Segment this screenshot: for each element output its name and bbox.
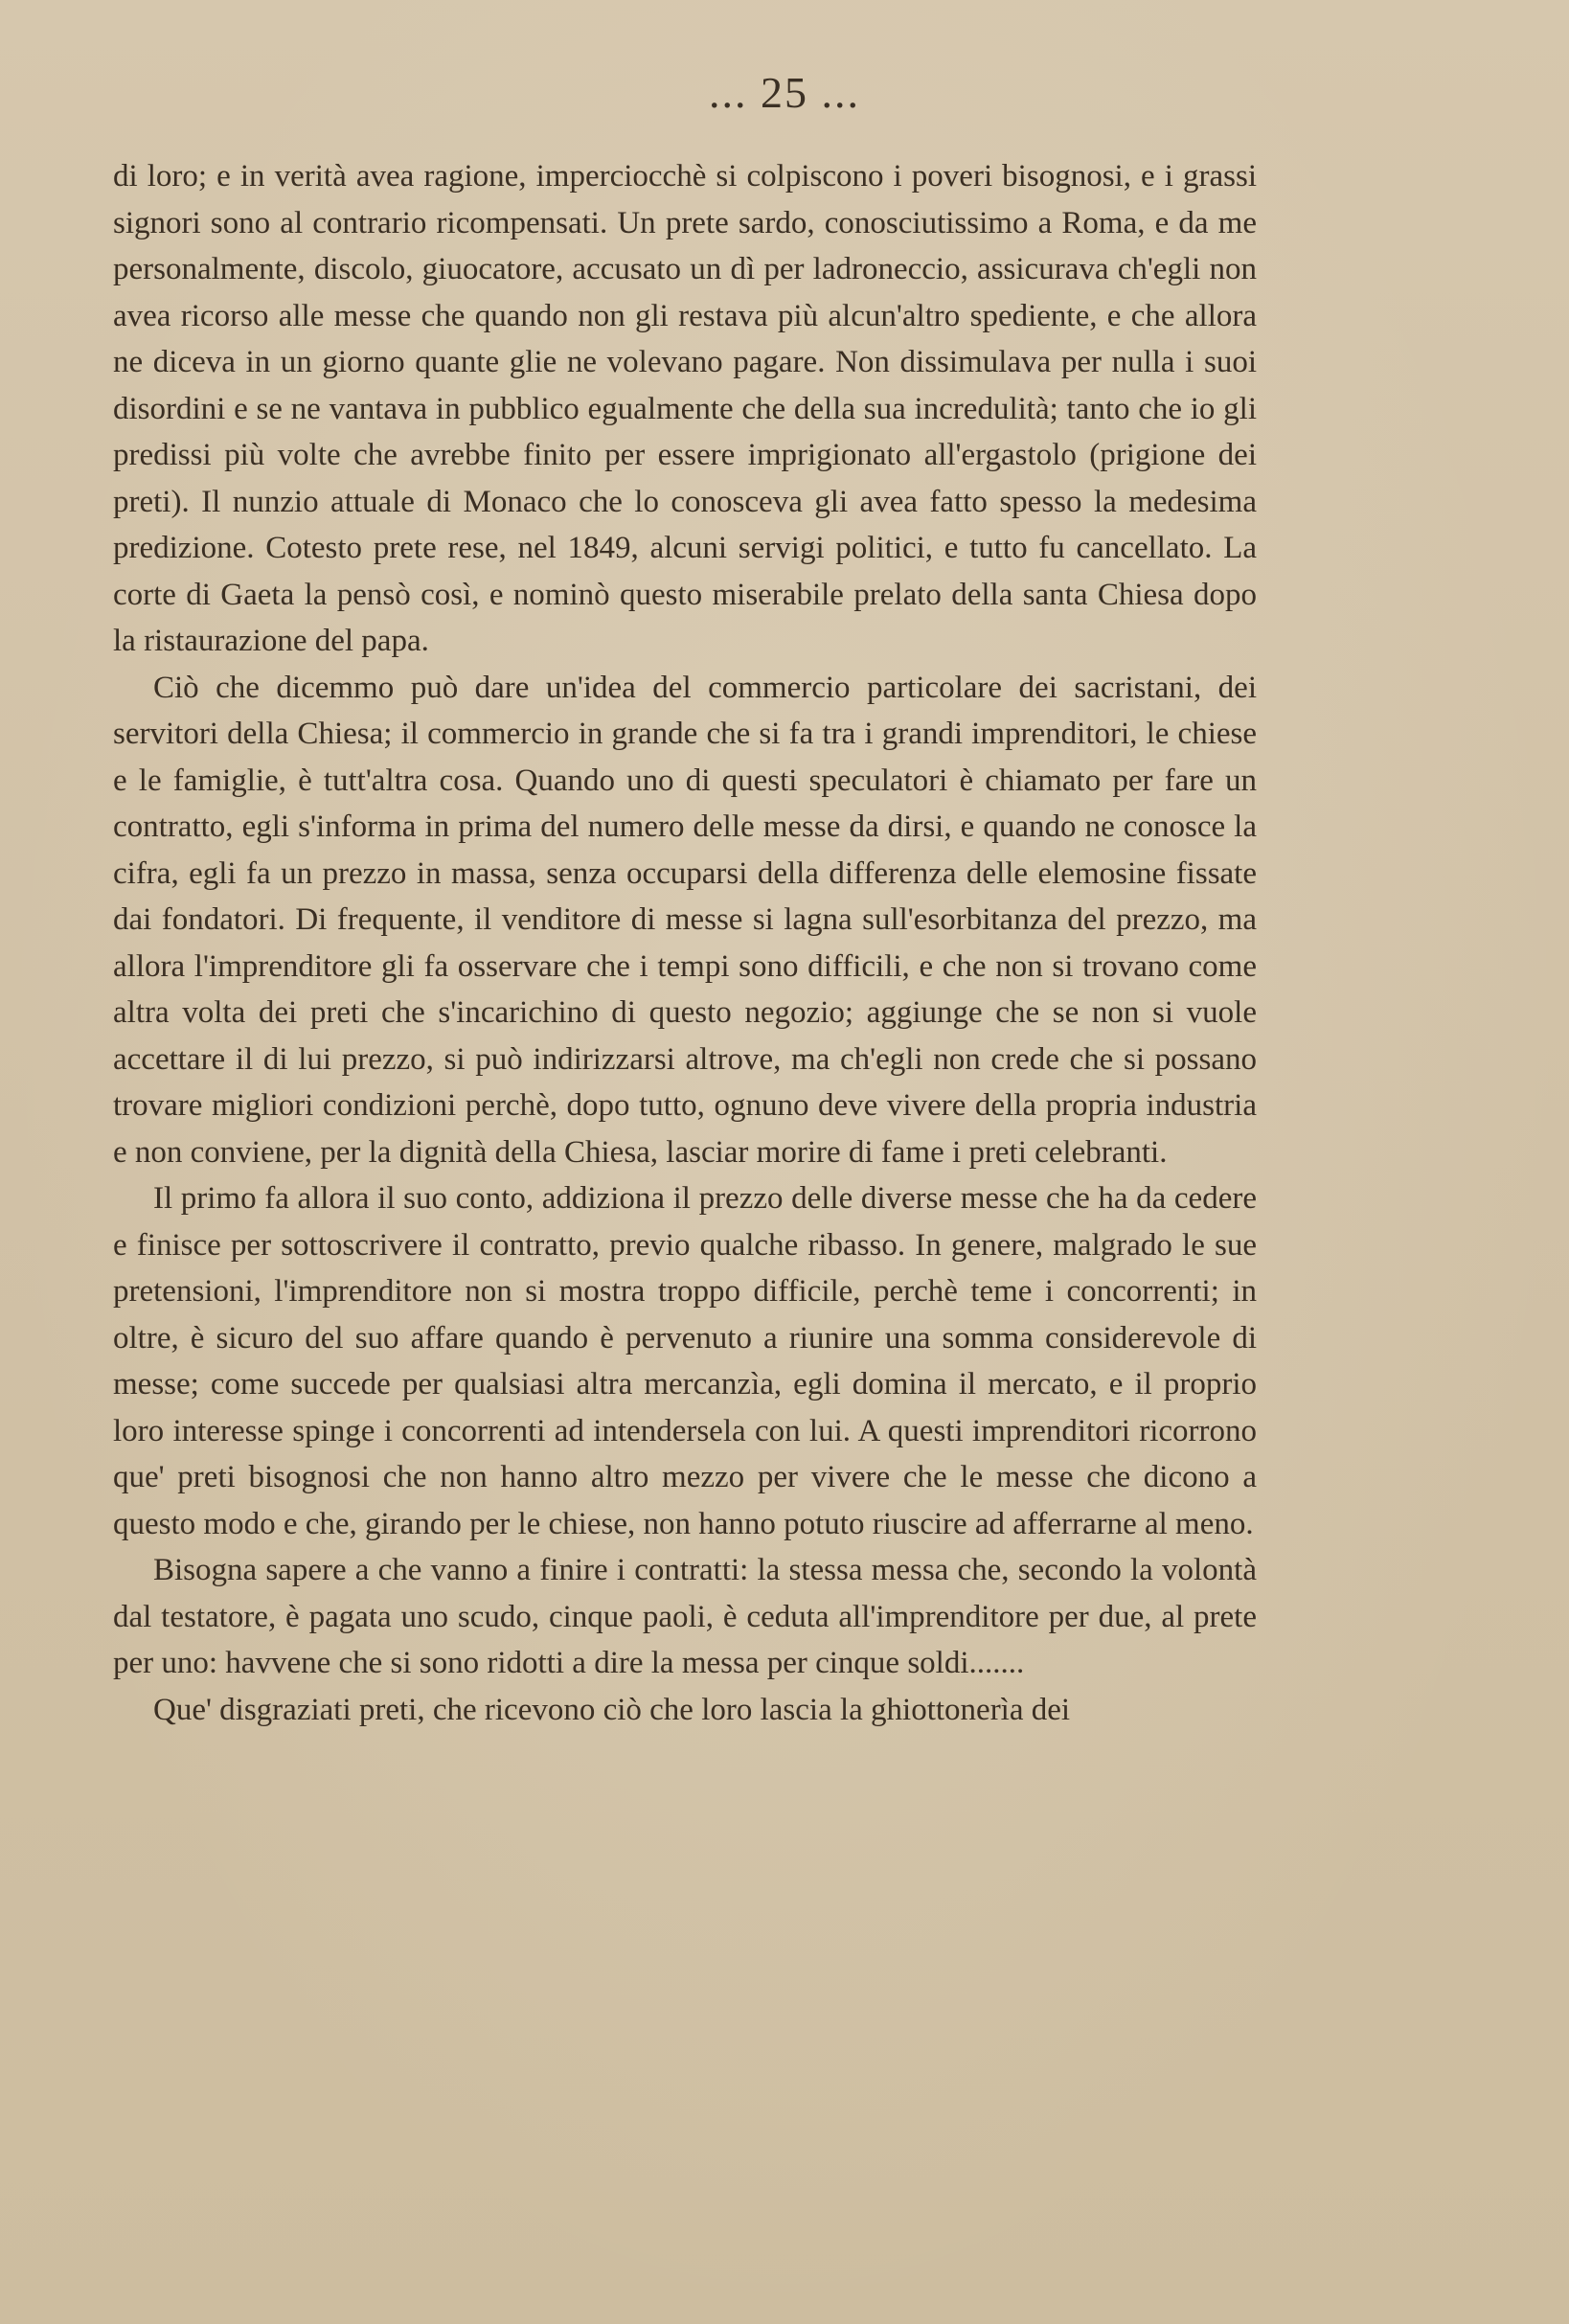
paragraph-continuation: di loro; e in verità avea ragione, imperciocchè si colpiscono i poveri bisognosi, e i grassi signori sono al contrario ricompensati. Un prete sardo, conosciutissimo a Roma, e da me personalmente, discolo, giuocatore, accusato un dì per ladroneccio, assicurava ch'egli non avea ricorso alle messe che quando non gli restava più alcun'altro spediente, e che allora ne diceva in un giorno quante glie ne volevano pagare. Non dissimulava per nulla i suoi disordini e se ne vantava in pubblico egualmente che della sua incredulità; tanto che io gli predissi più volte che avrebbe finito per essere imprigionato all'ergastolo (prigione dei preti). Il nunzio attuale di Monaco che lo conosceva gli avea fatto spesso la medesima predizione. Cotesto prete rese, nel 1849, alcuni servigi politici, e tutto fu cancellato. La corte di Gaeta la pensò così, e nominò questo miserabile prelato della santa Chiesa dopo la ristaurazione del papa. <box>113 159 1257 658</box>
paragraph: Bisogna sapere a che vanno a finire i contratti: la stessa messa che, secondo la volontà dal testatore, è pagata uno scudo, cinque paoli, è ceduta all'imprenditore per due, al prete per uno: havvene che si sono ridotti a dire la messa per cinque soldi....... <box>113 1553 1257 1680</box>
paragraph: Il primo fa allora il suo conto, addiziona il prezzo delle diverse messe che ha da cedere e finisce per sottoscrivere il contratto, previo qualche ribasso. In genere, malgrado le sue pretensioni, l'imprenditore non si mostra troppo difficile, perchè teme i concorrenti; in oltre, è sicuro del suo affare quando è pervenuto a riunire una somma considerevole di messe; come succede per qualsiasi altra mercanzìa, egli domina il mercato, e il proprio loro interesse spinge i concorrenti ad intendersela con lui. A questi imprenditori ricorrono que' preti bisognosi che non hanno altro mezzo per vivere che le messe che dicono a questo modo e che, girando per le chiese, non hanno potuto riuscire ad afferrarne al meno. <box>113 1181 1257 1541</box>
paragraph: Ciò che dicemmo può dare un'idea del commercio particolare dei sacristani, dei servitori della Chiesa; il commercio in grande che si fa tra i grandi imprenditori, le chiese e le famiglie, è tutt'altra cosa. Quando uno di questi speculatori è chiamato per fare un contratto, egli s'informa in prima del numero delle messe da dirsi, e quando ne conosce la cifra, egli fa un prezzo in massa, senza occuparsi della differenza delle elemosine fissate dai fondatori. Di frequente, il venditore di messe si lagna sull'esorbitanza del prezzo, ma allora l'imprenditore gli fa osservare che i tempi sono difficili, e che non si trovano come altra volta dei preti che s'incarichino di questo negozio; aggiunge che se non si vuole accettare il di lui prezzo, si può indirizzarsi altrove, ma ch'egli non crede che si possano trovare migliori condizioni perchè, dopo tutto, ognuno deve vivere della propria industria e non conviene, per la dignità della Chiesa, lasciar morire di fame i preti celebranti. <box>113 670 1257 1170</box>
body-text <box>113 153 1257 1733</box>
page-number: ... 25 ... <box>709 68 860 117</box>
paragraph-final-line: Que' disgraziati preti, che ricevono ciò che loro lascia la ghiottonerìa dei <box>153 1692 1071 1727</box>
